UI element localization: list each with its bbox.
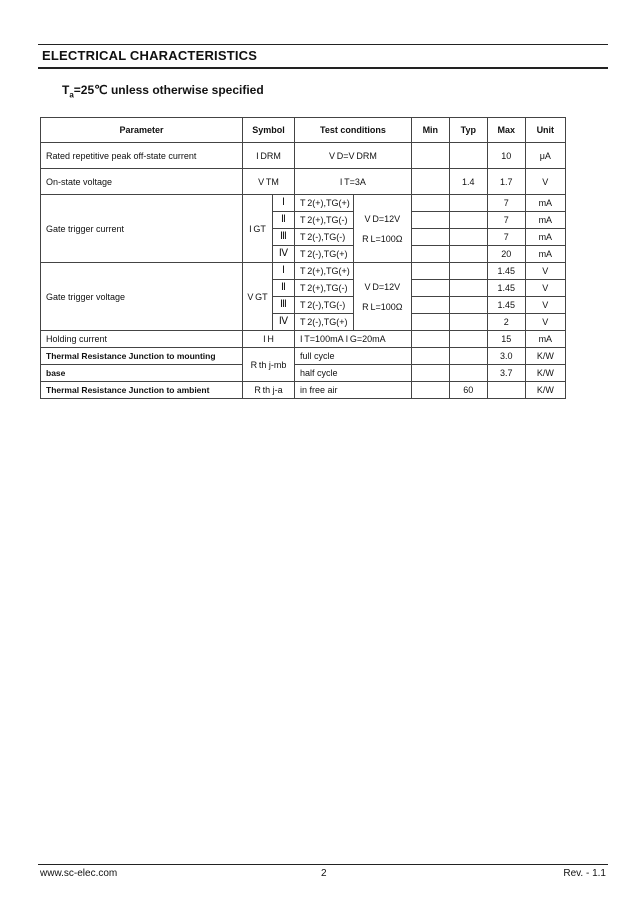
electrical-characteristics-table — [40, 117, 566, 399]
quadrant-cell: Ⅲ — [273, 297, 295, 314]
test-cell: T 2(+),TG(+) — [295, 195, 354, 212]
min-cell — [411, 365, 449, 382]
symbol-cell: V GT — [243, 263, 273, 331]
max-cell — [487, 382, 525, 399]
unit-cell: V — [525, 169, 565, 195]
parameter-cell: Thermal Resistance Junction to ambient — [41, 382, 243, 399]
condition-vd: V D=12V — [364, 213, 401, 224]
min-cell — [411, 263, 449, 280]
typ-cell — [449, 348, 487, 365]
table-row — [41, 365, 566, 382]
max-cell: 15 — [487, 331, 525, 348]
symbol-cell: R th j-mb — [243, 348, 295, 382]
typ-cell — [449, 195, 487, 212]
test-condition-note — [62, 83, 264, 99]
typ-cell — [449, 246, 487, 263]
max-cell: 1.45 — [487, 280, 525, 297]
typ-cell — [449, 280, 487, 297]
typ-cell — [449, 263, 487, 280]
condition-cell — [353, 195, 411, 263]
top-rule — [38, 44, 608, 45]
test-cell: T 2(-),TG(-) — [295, 229, 354, 246]
typ-cell — [449, 297, 487, 314]
condition-rl: R L=100Ω — [362, 233, 403, 244]
typ-cell — [449, 143, 487, 169]
unit-cell: mA — [525, 212, 565, 229]
min-cell — [411, 382, 449, 399]
min-cell — [411, 331, 449, 348]
quadrant-cell: Ⅱ — [273, 212, 295, 229]
typ-cell — [449, 365, 487, 382]
quadrant-cell: Ⅳ — [273, 246, 295, 263]
condition-rl: R L=100Ω — [362, 301, 403, 312]
test-cell: half cycle — [295, 365, 412, 382]
test-cell: V D=V DRM — [295, 143, 412, 169]
min-cell — [411, 229, 449, 246]
test-cell: T 2(-),TG(+) — [295, 314, 354, 331]
quadrant-cell: Ⅰ — [273, 263, 295, 280]
max-cell: 20 — [487, 246, 525, 263]
max-cell: 3.7 — [487, 365, 525, 382]
parameter-cell: Rated repetitive peak off-state current — [41, 143, 243, 169]
unit-cell: mA — [525, 229, 565, 246]
max-cell: 7 — [487, 212, 525, 229]
header-typ: Typ — [449, 118, 487, 143]
table-row — [41, 143, 566, 169]
header-max: Max — [487, 118, 525, 143]
parameter-cell: On-state voltage — [41, 169, 243, 195]
typ-cell: 1.4 — [449, 169, 487, 195]
max-cell: 1.7 — [487, 169, 525, 195]
parameter-cell: Gate trigger voltage — [41, 263, 243, 331]
table-row — [41, 348, 566, 365]
parameter-cell: Thermal Resistance Junction to mounting — [41, 348, 243, 365]
min-cell — [411, 169, 449, 195]
header-parameter: Parameter — [41, 118, 243, 143]
footer-page-number: 2 — [321, 868, 327, 879]
header-min: Min — [411, 118, 449, 143]
unit-cell: K/W — [525, 382, 565, 399]
unit-cell: K/W — [525, 365, 565, 382]
condition-text: =25℃ unless otherwise specified — [73, 83, 264, 97]
max-cell: 7 — [487, 229, 525, 246]
unit-cell: V — [525, 280, 565, 297]
max-cell: 1.45 — [487, 263, 525, 280]
table-header-row — [41, 118, 566, 143]
max-cell: 2 — [487, 314, 525, 331]
test-cell: T 2(+),TG(-) — [295, 212, 354, 229]
quadrant-cell: Ⅲ — [273, 229, 295, 246]
max-cell: 3.0 — [487, 348, 525, 365]
unit-cell: V — [525, 297, 565, 314]
typ-cell — [449, 212, 487, 229]
test-cell: T 2(-),TG(-) — [295, 297, 354, 314]
min-cell — [411, 195, 449, 212]
max-cell: 7 — [487, 195, 525, 212]
parameter-cell: Gate trigger current — [41, 195, 243, 263]
condition-subscript: a — [69, 90, 74, 100]
unit-cell: V — [525, 263, 565, 280]
header-test-conditions: Test conditions — [295, 118, 412, 143]
symbol-cell: I GT — [243, 195, 273, 263]
unit-cell: μA — [525, 143, 565, 169]
test-cell: I T=3A — [295, 169, 412, 195]
footer-revision: Rev. - 1.1 — [563, 868, 606, 879]
typ-cell — [449, 229, 487, 246]
table-row — [41, 169, 566, 195]
test-cell: T 2(-),TG(+) — [295, 246, 354, 263]
unit-cell: mA — [525, 246, 565, 263]
quadrant-cell: Ⅰ — [273, 195, 295, 212]
symbol-cell: I DRM — [243, 143, 295, 169]
condition-t: T — [62, 83, 70, 97]
min-cell — [411, 348, 449, 365]
condition-cell — [353, 263, 411, 331]
condition-vd: V D=12V — [364, 281, 401, 292]
quadrant-cell: Ⅳ — [273, 314, 295, 331]
table-row — [41, 331, 566, 348]
unit-cell: K/W — [525, 348, 565, 365]
unit-cell: mA — [525, 195, 565, 212]
typ-cell: 60 — [449, 382, 487, 399]
max-cell: 10 — [487, 143, 525, 169]
table-row — [41, 263, 566, 280]
test-cell: T 2(+),TG(+) — [295, 263, 354, 280]
min-cell — [411, 246, 449, 263]
max-cell: 1.45 — [487, 297, 525, 314]
symbol-cell: I H — [243, 331, 295, 348]
unit-cell: mA — [525, 331, 565, 348]
test-cell: in free air — [295, 382, 412, 399]
symbol-cell: R th j-a — [243, 382, 295, 399]
test-cell: full cycle — [295, 348, 412, 365]
footer-rule — [38, 864, 608, 865]
min-cell — [411, 143, 449, 169]
quadrant-cell: Ⅱ — [273, 280, 295, 297]
header-unit: Unit — [525, 118, 565, 143]
typ-cell — [449, 331, 487, 348]
test-cell: T 2(+),TG(-) — [295, 280, 354, 297]
min-cell — [411, 314, 449, 331]
symbol-cell: V TM — [243, 169, 295, 195]
section-title: ELECTRICAL CHARACTERISTICS — [42, 48, 258, 63]
typ-cell — [449, 314, 487, 331]
heading-rule — [38, 67, 608, 69]
min-cell — [411, 280, 449, 297]
footer-url: www.sc-elec.com — [40, 868, 118, 879]
table-row — [41, 195, 566, 212]
header-symbol: Symbol — [243, 118, 295, 143]
min-cell — [411, 297, 449, 314]
test-cell: I T=100mA I G=20mA — [295, 331, 412, 348]
min-cell — [411, 212, 449, 229]
table-row — [41, 382, 566, 399]
unit-cell: V — [525, 314, 565, 331]
parameter-cell: Holding current — [41, 331, 243, 348]
parameter-cell-continued: base — [41, 365, 243, 382]
